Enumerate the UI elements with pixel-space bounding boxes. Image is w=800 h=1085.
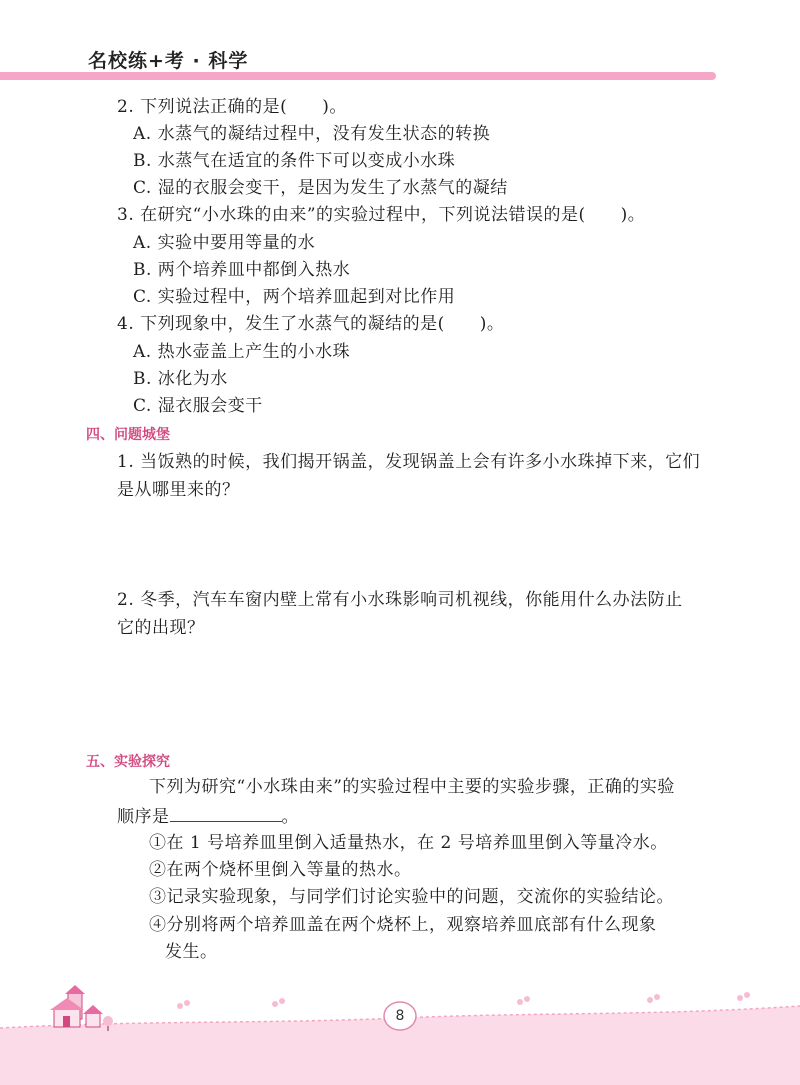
section-5-step-1: ①在 1 号培养皿里倒入适量热水，在 2 号培养皿里倒入等量冷水。 (149, 833, 668, 853)
header-bar (0, 72, 716, 80)
house-icon (46, 985, 116, 1031)
question-4-stem: 4. 下列现象中，发生了水蒸气的凝结的是( )。 (117, 314, 505, 334)
question-4-option-b: B. 冰化为水 (133, 369, 228, 389)
section-5-step-2: ②在两个烧杯里倒入等量的热水。 (149, 860, 412, 880)
question-3-option-b: B. 两个培养皿中都倒入热水 (133, 260, 351, 280)
question-2-stem: 2. 下列说法正确的是( )。 (117, 97, 347, 117)
question-3-option-a: A. 实验中要用等量的水 (133, 233, 316, 253)
section-5-title: 五、实验探究 (86, 754, 170, 770)
answer-prefix: 顺序是 (117, 807, 170, 827)
section-4-question-2-line-2: 它的出现？ (117, 618, 205, 638)
section-5-step-3: ③记录实验现象，与同学们讨论实验中的问题，交流你的实验结论。 (149, 887, 674, 907)
section-5-step-4-continued: 发生。 (165, 942, 218, 962)
section-4-question-2-line-1: 2. 冬季，汽车车窗内壁上常有小水珠影响司机视线，你能用什么办法防止 (117, 590, 683, 610)
question-4-option-a: A. 热水壶盖上产生的小水珠 (133, 342, 351, 362)
section-5-step-4: ④分别将两个培养皿盖在两个烧杯上，观察培养皿底部有什么现象 (149, 915, 657, 935)
section-4-question-1-line-1: 1. 当饭熟的时候，我们揭开锅盖，发现锅盖上会有许多小水珠掉下来，它们 (117, 452, 701, 472)
section-4-title: 四、问题城堡 (86, 427, 170, 443)
answer-suffix: 。 (281, 807, 299, 827)
section-4-question-1-line-2: 是从哪里来的？ (117, 480, 240, 500)
header-title: 名校练+考 · 科学 (88, 50, 249, 72)
question-2-option-a: A. 水蒸气的凝结过程中，没有发生状态的转换 (133, 124, 491, 144)
section-5-intro-line-1: 下列为研究“小水珠由来”的实验过程中主要的实验步骤，正确的实验 (149, 777, 675, 797)
question-2-option-c: C. 湿的衣服会变干，是因为发生了水蒸气的凝结 (133, 178, 508, 198)
page-number: 8 (395, 1008, 405, 1024)
question-3-stem: 3. 在研究“小水珠的由来”的实验过程中，下列说法错误的是( )。 (117, 205, 646, 225)
answer-blank[interactable] (170, 803, 282, 822)
question-4-option-c: C. 湿衣服会变干 (133, 396, 263, 416)
question-2-option-b: B. 水蒸气在适宜的条件下可以变成小水珠 (133, 151, 456, 171)
question-3-option-c: C. 实验过程中，两个培养皿起到对比作用 (133, 287, 456, 307)
section-5-intro-line-2 (117, 803, 299, 829)
